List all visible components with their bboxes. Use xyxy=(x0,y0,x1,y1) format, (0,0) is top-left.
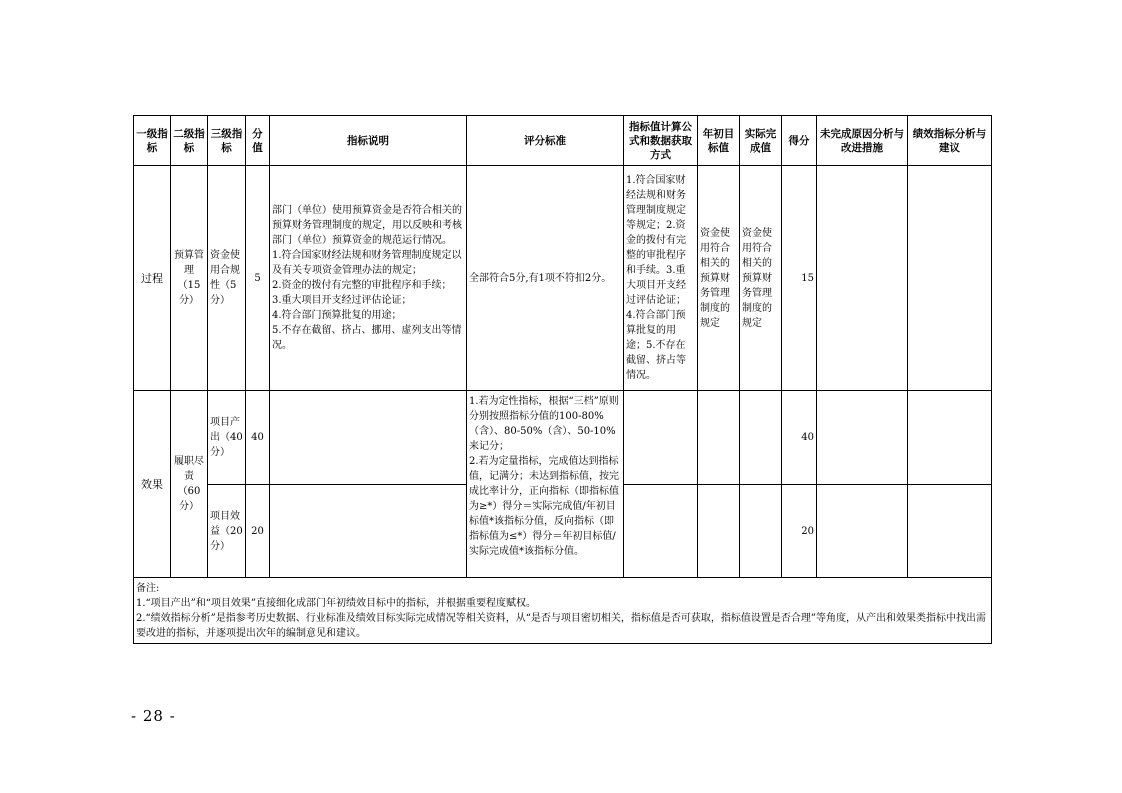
header-level3: 三级指标 xyxy=(208,116,246,166)
description-line: 1.符合国家财经法规和财务管理制度规定以及有关专项资金管理办法的规定； xyxy=(272,250,462,276)
output-method xyxy=(624,391,698,485)
process-description xyxy=(270,166,467,391)
description-line: 4.符合部门预算批复的用途； xyxy=(272,310,402,321)
process-target: 资金使用符合相关的预算财务管理制度的规定 xyxy=(698,166,740,391)
process-points: 15 xyxy=(782,166,817,391)
table-row-process xyxy=(134,166,992,391)
output-description xyxy=(270,391,467,485)
process-level1: 过程 xyxy=(134,166,171,391)
benefit-points: 20 xyxy=(782,485,817,578)
header-criteria: 评分标准 xyxy=(467,116,624,166)
header-points: 得分 xyxy=(782,116,817,166)
benefit-level3: 项目效益（20分） xyxy=(208,485,246,578)
benefit-analysis xyxy=(908,485,992,578)
process-reason xyxy=(817,166,908,391)
header-reason: 未完成原因分析与改进措施 xyxy=(817,116,908,166)
description-line: 5.不存在截留、挤占、挪用、虚列支出等情况。 xyxy=(272,325,462,351)
header-target: 年初目标值 xyxy=(698,116,740,166)
output-reason xyxy=(817,391,908,485)
header-level2: 二级指标 xyxy=(171,116,208,166)
output-analysis xyxy=(908,391,992,485)
process-criteria: 全部符合5分,有1项不符扣2分。 xyxy=(467,166,624,391)
header-actual: 实际完成值 xyxy=(740,116,782,166)
notes-title: 备注: xyxy=(136,582,160,594)
header-score: 分值 xyxy=(246,116,270,166)
effect-level2: 履职尽责（60分） xyxy=(171,391,208,578)
benefit-method xyxy=(624,485,698,578)
benefit-score: 20 xyxy=(246,485,270,578)
description-line: 3.重大项目开支经过评估论证； xyxy=(272,295,412,306)
notes-cell xyxy=(134,578,992,644)
benefit-reason xyxy=(817,485,908,578)
effect-criteria xyxy=(467,391,624,578)
effect-level1: 效果 xyxy=(134,391,171,578)
header-level1: 一级指标 xyxy=(134,116,171,166)
table-row-output xyxy=(134,391,992,485)
notes-row xyxy=(134,578,992,644)
criteria-line: 1.若为定性指标，根据“三档”原则分别按照指标分值的100-80%（含）、80-50%（含）、50-10%来记分； xyxy=(469,396,619,452)
notes-line-1: 1.“项目产出”和“项目效果”直接细化成部门年初绩效目标中的指标，并根据重要程度赋权。 xyxy=(136,597,536,609)
process-level3: 资金使用合规性（5分） xyxy=(208,166,246,391)
header-row xyxy=(134,116,992,166)
benefit-description xyxy=(270,485,467,578)
page-number: - 28 - xyxy=(131,707,176,725)
process-score: 5 xyxy=(246,166,270,391)
output-level3: 项目产出（40分） xyxy=(208,391,246,485)
output-target xyxy=(698,391,740,485)
process-level2: 预算管理（15分） xyxy=(171,166,208,391)
output-points: 40 xyxy=(782,391,817,485)
process-actual: 资金使用符合相关的预算财务管理制度的规定 xyxy=(740,166,782,391)
header-analysis: 绩效指标分析与建议 xyxy=(908,116,992,166)
header-method: 指标值计算公式和数据获取方式 xyxy=(624,116,698,166)
benefit-target xyxy=(698,485,740,578)
criteria-line: 2.若为定量指标，完成值达到指标值，记满分；未达到指标值，按完成比率计分，正向指标（即指标值为≥*）得分＝实际完成值/年初目标值*该指标分值，反向指标（即指标值为≤*）得分＝年初目标值/实际完成值*该指标分值。 xyxy=(469,456,619,557)
notes-line-2: 2.“绩效指标分析”是指参考历史数据、行业标准及绩效目标实际完成情况等相关资料，从“是否与项目密切相关，指标值是否可获取，指标值设置是否合理”等角度，从产出和效果类指标中找出需要改进的指标，并逐项提出次年的编制意见和建议。 xyxy=(136,612,986,639)
output-score: 40 xyxy=(246,391,270,485)
description-line: 2.资金的拨付有完整的审批程序和手续； xyxy=(272,280,452,291)
benefit-actual xyxy=(740,485,782,578)
description-line: 部门（单位）使用预算资金是否符合相关的预算财务管理制度的规定，用以反映和考核部门（单位）预算资金的规范运行情况。 xyxy=(272,205,462,246)
process-analysis xyxy=(908,166,992,391)
header-description: 指标说明 xyxy=(270,116,467,166)
output-actual xyxy=(740,391,782,485)
process-method: 1.符合国家财经法规和财务管理制度规定等规定；2.资金的拨付有完整的审批程序和手续。3.重大项目开支经过评估论证；4.符合部门预算批复的用途；5.不存在截留、挤占等情况。 xyxy=(624,166,698,391)
performance-table xyxy=(133,115,992,644)
